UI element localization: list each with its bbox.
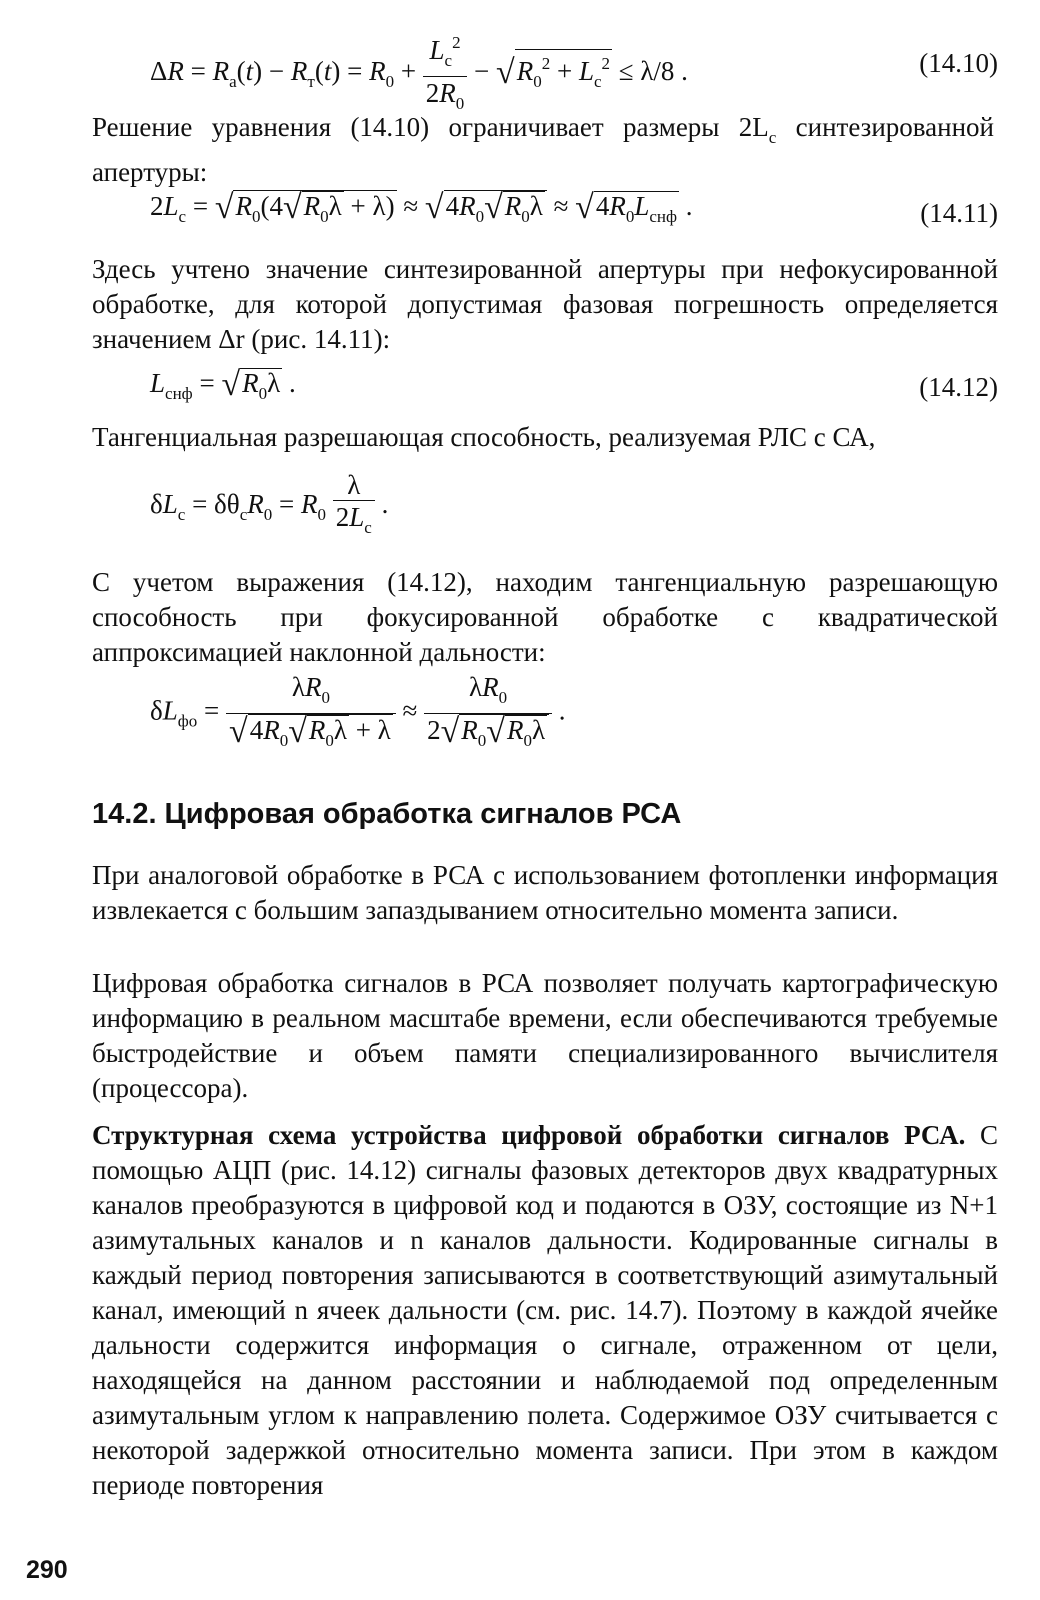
equation-number: (14.11) — [920, 198, 998, 228]
equation-14-10: $\Delta R = R_а(t) - R_т(t) = R_0$ + $\frac{L_c^2}{2R_0}$ − $√R_0^2 + L_c^2 \le \lambda/8$ . — [150, 28, 688, 120]
paragraph — [92, 252, 998, 357]
equation-14-12: $L_{снф} = √R_0\lambda$ . — [150, 368, 296, 409]
subscript: c — [768, 128, 777, 147]
paragraph-text: Тангенциальная разрешающая способность, реализуемая РЛС с СА, — [92, 422, 876, 452]
paragraph-lead: Структурная схема устройства цифровой обработки сигналов РСА. — [92, 1120, 966, 1150]
paragraph-text: С учетом выражения (14.12), находим тангенциальную разрешающую способность при фокусированной обработке с квадратической аппроксимацией наклонной дальности: — [92, 567, 998, 667]
paragraph — [92, 565, 998, 670]
paragraph — [92, 110, 994, 190]
paragraph-text: синтезированной апертуры: — [92, 112, 994, 187]
equation-number: (14.12) — [919, 372, 998, 402]
paragraph — [92, 966, 998, 1106]
section-heading: 14.2. Цифровая обработка сигналов РСА — [92, 798, 682, 830]
page-number: 290 — [26, 1556, 68, 1584]
paragraph — [92, 1118, 998, 1503]
equation-tangential-resolution: $\delta L_c = \delta\theta_cR_0 = R_0$ $\frac{\lambda}{2L_c}$ . — [150, 470, 389, 537]
paragraph-text: Здесь учтено значение синтезированной апертуры при нефокусированной обработке, для которой допустимая фазовая погрешность определяется значением Δr (рис. 14.11): — [92, 254, 998, 354]
paragraph-text: Цифровая обработка сигналов в РСА позволяет получать картографическую информацию в реальном масштабе времени, если обеспечиваются требуемые быстродействие и объем памяти специализированного вычислителя (процессора). — [92, 968, 998, 1103]
paragraph — [92, 420, 994, 455]
paragraph-text: При аналоговой обработке в РСА с использованием фотопленки информация извлекается с большим запаздыванием относительно момента записи. — [92, 860, 998, 925]
paragraph-text: С помощью АЦП (рис. 14.12) сигналы фазовых детекторов двух квадратурных каналов преобразуются в цифровой код и подаются в ОЗУ, состоящие из N+1 азимутальных каналов и n каналов дальности. Кодированные сигналы в каждый период повторения записываются в соответствующий азимутальный канал, имеющий n ячеек дальности (см. рис. 14.7). Поэтому в каждой ячейке дальности содержится информация о сигнале, отраженном от цели, находящейся на данном расстоянии и наблюдаемой под определенным азимутальным углом к направлению полета. Содержимое ОЗУ считывается с некоторой задержкой относительно момента записи. При этом в каждом периоде повторения — [92, 1120, 998, 1500]
equation-number: (14.10) — [919, 48, 998, 78]
paragraph — [92, 858, 998, 928]
equation-focused-resolution: $\delta L_{фо}$ = $\frac{\lambda R_0}{√4R_0√R_0\lambda + \lambda}$ ≈ $\frac{\lambda R_0}{2√R_0√R_0\lambda}$ . — [150, 672, 566, 755]
equation-14-11: $2L_c = √R_0(4√R_0\lambda + \lambda) \approx √4R_0√R_0\lambda \approx √4R_0L_{снф}$ . — [150, 190, 693, 232]
paragraph-text: Решение уравнения (14.10) ограничивает размеры 2L — [92, 112, 769, 142]
